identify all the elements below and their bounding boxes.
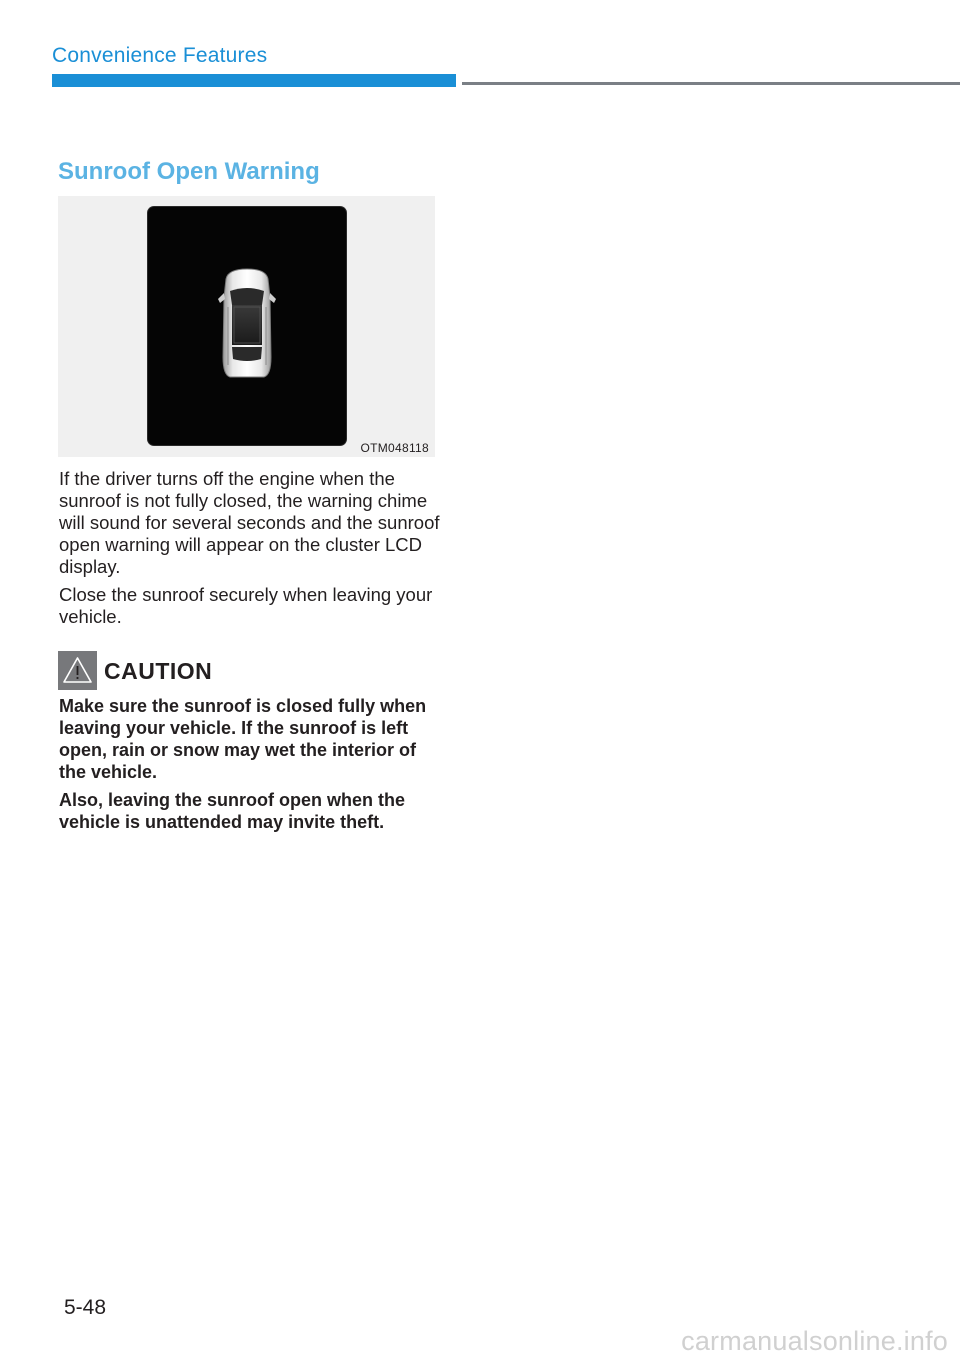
body-paragraph: Close the sunroof securely when leaving your vehicle. (59, 584, 433, 627)
warning-triangle-icon (58, 651, 97, 690)
header-divider (462, 82, 960, 85)
car-top-view-icon (148, 207, 346, 445)
caution-text: Also, leaving the sunroof open when the vehicle is unattended may invite theft. (59, 790, 406, 832)
caution-text: Make sure the sunroof is closed fully when leaving your vehicle. If the sunroof is left open, rain or snow may wet the interior of the vehicle. (59, 696, 427, 782)
cluster-display (148, 207, 346, 445)
sunroof-warning-figure (58, 196, 435, 457)
body-paragraph: If the driver turns off the engine when the sunroof is not fully closed, the warning chime will sound for several seconds and the sunroof open warning will appear on the cluster LCD display. (59, 468, 440, 577)
chapter-title: Convenience Features (52, 44, 268, 67)
section-title: Sunroof Open Warning (58, 158, 320, 185)
header-accent-bar (52, 74, 456, 87)
page-number: 5-48 (64, 1296, 107, 1319)
caution-title: CAUTION (104, 658, 213, 684)
footer-watermark: carmanualsonline.info (681, 1326, 948, 1356)
figure-code: OTM048118 (360, 441, 429, 455)
